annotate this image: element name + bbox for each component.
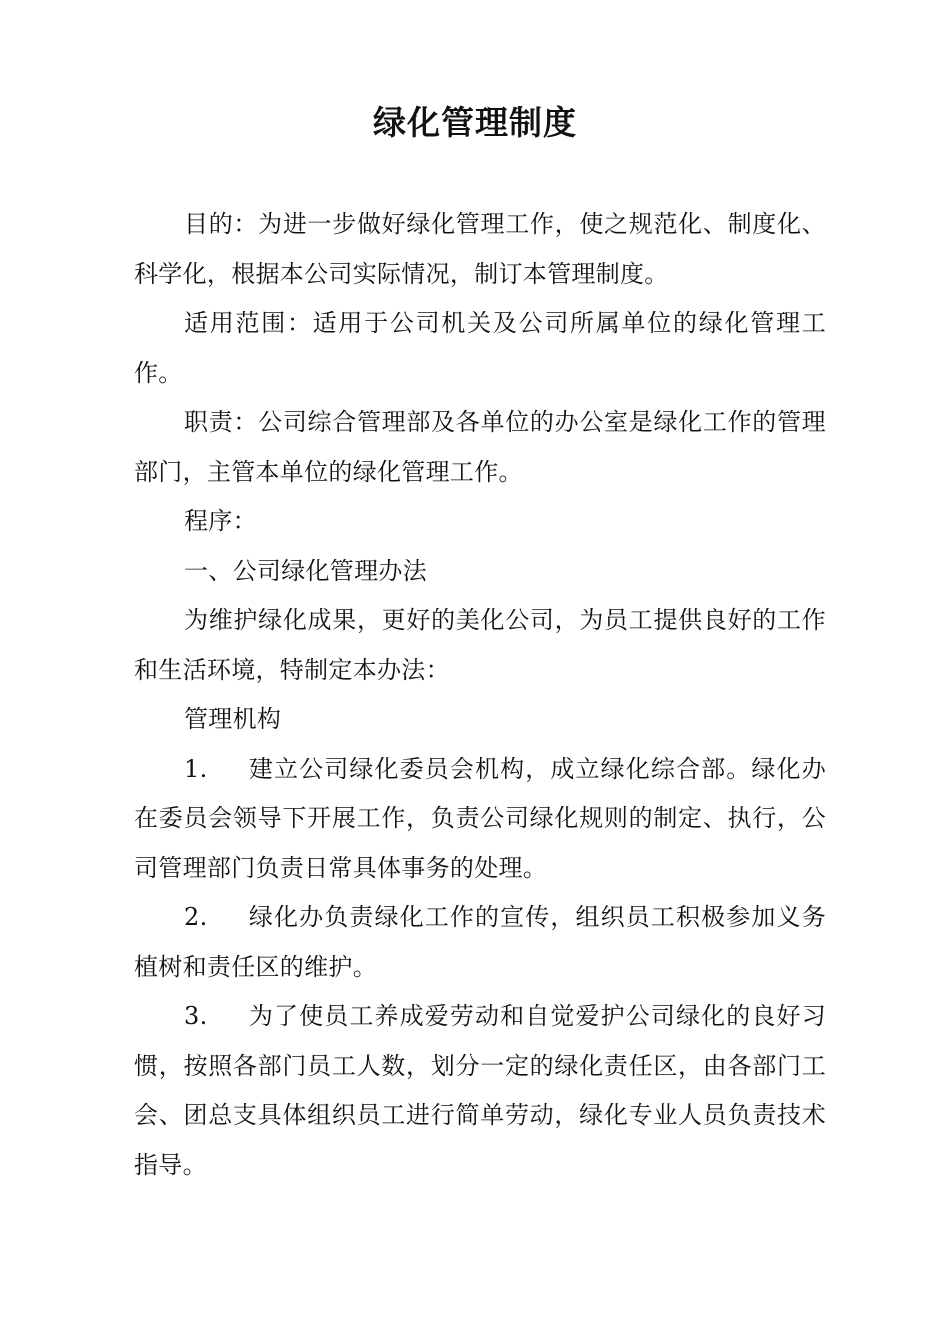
- document-body: [134, 200, 826, 1190]
- list-item-number: 1.: [184, 754, 208, 783]
- list-item: [134, 745, 826, 894]
- section-one-heading: 一、公司绿化管理办法: [184, 556, 427, 585]
- list-item-number: 2.: [184, 903, 208, 931]
- list-item: [134, 893, 826, 992]
- document-title: 绿化管理制度: [373, 103, 577, 142]
- intro-paragraph: 为维护绿化成果，更好的美化公司，为员工提供良好的工作和生活环境，特制定本办法：: [134, 606, 826, 684]
- list-item-text: 为了使员工养成爱劳动和自觉爱护公司绿化的良好习惯，按照各部门员工人数，划分一定的绿化责任区，由各部门工会、团总支具体组织员工进行简单劳动，绿化专业人员负责技术指导。: [134, 1002, 826, 1179]
- management-org-heading: 管理机构: [184, 705, 282, 733]
- duty-paragraph: 职责：公司综合管理部及各单位的办公室是绿化工作的管理部门，主管本单位的绿化管理工作。: [134, 408, 826, 486]
- list-item-text: 建立公司绿化委员会机构，成立绿化综合部。绿化办在委员会领导下开展工作，负责公司绿化规则的制定、执行，公司管理部门负责日常具体事务的处理。: [134, 754, 826, 882]
- scope-paragraph: 适用范围：适用于公司机关及公司所属单位的绿化管理工作。: [134, 309, 826, 387]
- list-item-text: 绿化办负责绿化工作的宣传，组织员工积极参加义务植树和责任区的维护。: [134, 903, 826, 981]
- procedure-heading: 程序：: [184, 507, 257, 535]
- list-item-number: 3.: [184, 1002, 208, 1030]
- purpose-paragraph: 目的：为进一步做好绿化管理工作，使之规范化、制度化、科学化，根据本公司实际情况，制订本管理制度。: [134, 210, 826, 288]
- list-item: [134, 992, 826, 1190]
